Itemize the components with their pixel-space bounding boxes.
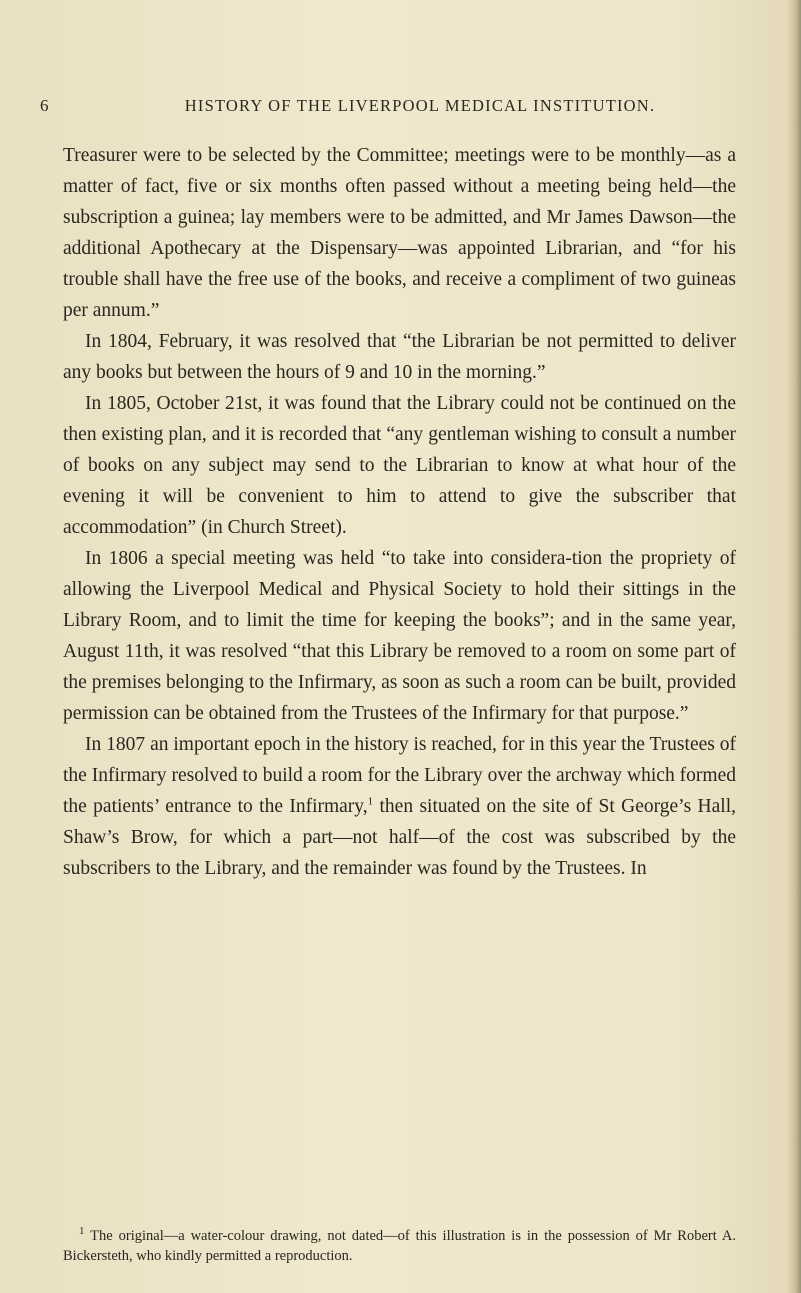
paragraph-continuation: Treasurer were to be selected by the Committee; meetings were to be monthly—as a matter of fact, five or six months often passed without a meeting being held—the subscription a guinea; lay members were to be admitted, and Mr James Dawson—the additional Apothecary at the Dispensary—was appointed Librarian, and “for his trouble shall have the free use of the books, and receive a compliment of two guineas per annum.” <box>63 145 736 321</box>
paragraph-1804: In 1804, February, it was resolved that “the Librarian be not permitted to deliver any books but between the hours of 9 and 10 in the morning.” <box>63 331 736 383</box>
paragraph-1807 <box>63 729 736 884</box>
footnote-marker: 1 <box>79 1225 85 1238</box>
paragraph-1807-text-b: then situated on the site of St George’s Hall, Shaw’s Brow, for which a part—not half—of the cost was subscribed by the subscribers to the Library, and the remainder was found by the Trustees. In <box>63 796 736 879</box>
page-number: 6 <box>40 96 49 115</box>
footnote <box>63 1226 736 1266</box>
paragraph-1807-text-a: In 1807 an important epoch in the history is reached, for in this year the Trustees of the Infirmary resolved to build a room for the Library over the archway which formed the patients’ entrance to the Infirmary, <box>63 734 736 817</box>
running-title: HISTORY OF THE LIVERPOOL MEDICAL INSTITUTION. <box>184 96 656 115</box>
page-edge-shadow <box>787 0 801 1293</box>
footnote-text <box>63 1226 736 1266</box>
body-text <box>63 140 736 884</box>
paragraph-1806: In 1806 a special meeting was held “to take into considera-tion the propriety of allowing the Liverpool Medical and Physical Society to hold their sittings in the Library Room, and to limit the time for keeping the books”; and in the same year, August 11th, it was resolved “that this Library be removed to a room on some part of the premises belonging to the Infirmary, as soon as such a room can be built, provided permission can be obtained from the Trustees of the Infirmary for that purpose.” <box>63 548 736 724</box>
page-header <box>40 96 760 120</box>
footnote-reference: 1 <box>367 795 374 808</box>
paragraph-1805: In 1805, October 21st, it was found that the Library could not be continued on the then existing plan, and it is recorded that “any gentleman wishing to consult a number of books on any subject may send to the Librarian to know at what hour of the evening it will be convenient to him to attend to give the subscriber that accommodation” (in Church Street). <box>63 393 736 538</box>
footnote-body: The original—a water-colour drawing, not dated—of this illustration is in the possession of Mr Robert A. Bickersteth, who kindly permitted a reproduction. <box>63 1228 736 1264</box>
